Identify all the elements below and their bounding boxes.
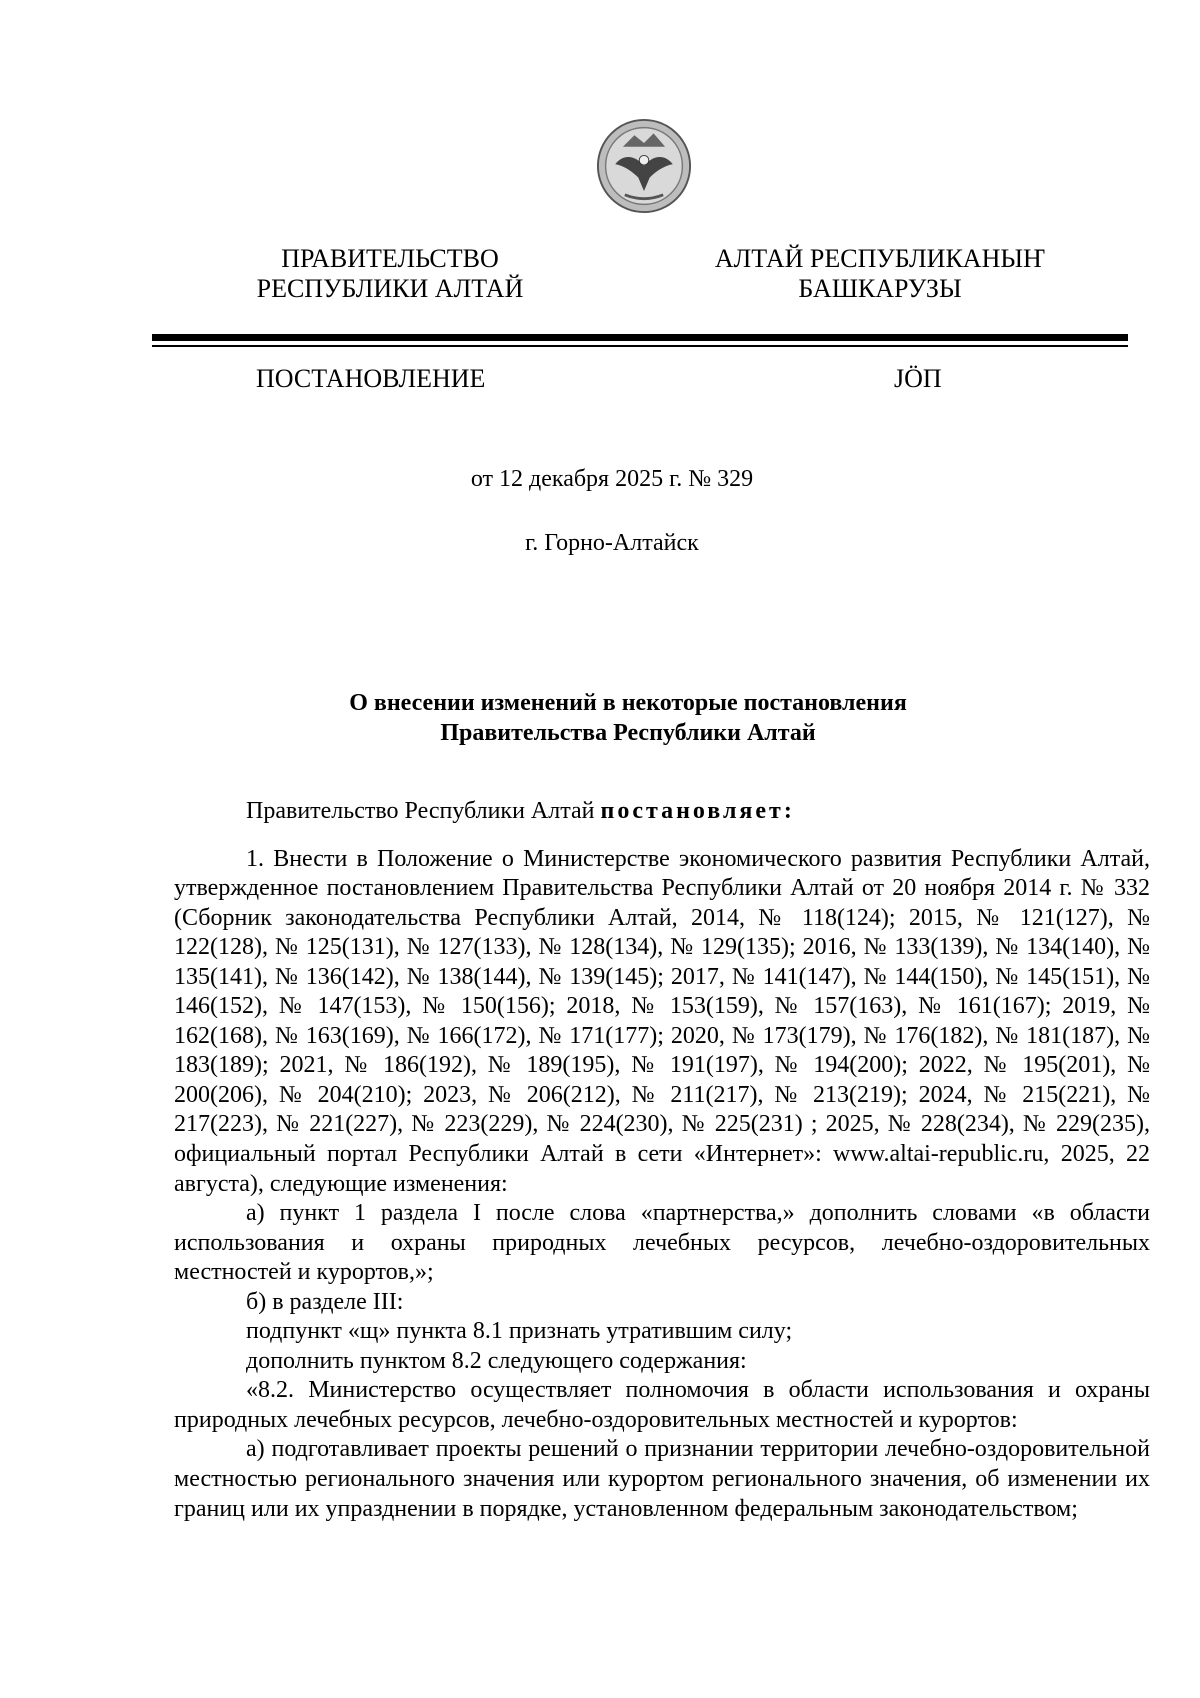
paragraph-8-2-a: а) подготавливает проекты решений о признании территории лечебно-оздоровительной местностью регионального значения или курортом регионального значения, об изменении их границ или их упразднении в порядке, установленном федеральным законодательством; [174,1436,1150,1522]
header-left-line1: ПРАВИТЕЛЬСТВО [281,244,499,273]
header-right-line2: БАШКАРУЗЫ [798,274,962,303]
paragraph-1b-item2: дополнить пунктом 8.2 следующего содержания: [246,1347,747,1374]
intro-paragraph [174,797,1150,827]
title-line2: Правительства Республики Алтай [440,720,816,746]
header-divider-thick [152,334,1128,341]
header-right-line1: АЛТАЙ РЕСПУБЛИКАНЫҤ [714,244,1046,273]
republic-emblem-icon [596,118,692,214]
paragraph-1b-item1: подпункт «щ» пункта 8.1 признать утратившим силу; [246,1318,793,1345]
doc-type-altai: JӦП [894,364,942,393]
government-name-russian [200,244,580,304]
document-date-number: от 12 декабря 2025 г. № 329 [470,466,754,492]
paragraph-1: 1. Внести в Положение о Министерстве экономического развития Республики Алтай, утвержденное постановлением Правительства Республики Алтай от 20 ноября 2014 г. № 332 (Сборник законодательства Республики Алтай, 2014, № 118(124); 2015, № 121(127), № 122(128), № 125(131), № 127(133), № 128(134), № 129(135); 2016, № 133(139), № 134(140), № 135(141), № 136(142), № 138(144), № 139(145); 2017, № 141(147), № 144(150), № 145(151), № 146(152), № 147(153), № 150(156); 2018, № 153(159), № 157(163), № 161(167); 2019, № 162(168), № 163(169), № 166(172), № 171(177); 2020, № 173(179), № 176(182), № 181(187), № 183(189); 2021, № 186(192), № 189(195), № 191(197), № 194(200); 2022, № 195(201), № 200(206), № 204(210); 2023, № 206(212), № 211(217), № 213(219); 2024, № 215(221), № 217(223), № 221(227), № 223(229), № 224(230), № 225(231) ; 2025, № 228(234), № 229(235), официальный портал Республики Алтай в сети «Интернет»: www.altai-republic.ru, 2025, 22 августа), следующие изменения: [174,845,1150,1197]
intro-text: Правительство Республики Алтай [246,798,601,824]
header-divider-thin [152,345,1128,347]
header-left-line2: РЕСПУБЛИКИ АЛТАЙ [256,274,524,303]
document-title [200,688,1056,748]
title-line1: О внесении изменений в некоторые постановления [349,690,907,716]
paragraph-1a: а) пункт 1 раздела I после слова «партнерства,» дополнить словами «в области использования и охраны природных лечебных ресурсов, лечебно-оздоровительных местностей и курортов,»; [174,1200,1150,1286]
paragraph-1b: б) в разделе III: [246,1288,404,1315]
government-name-altai [690,244,1070,304]
document-city: г. Горно-Алтайск [525,530,699,556]
doc-type-russian: ПОСТАНОВЛЕНИЕ [256,364,486,393]
document-body [174,797,1150,1524]
intro-decree-word: постановляет: [600,798,795,824]
paragraph-8-2: «8.2. Министерство осуществляет полномочия в области использования и охраны природных лечебных ресурсов, лечебно-оздоровительных местностей и курортов: [174,1377,1150,1433]
